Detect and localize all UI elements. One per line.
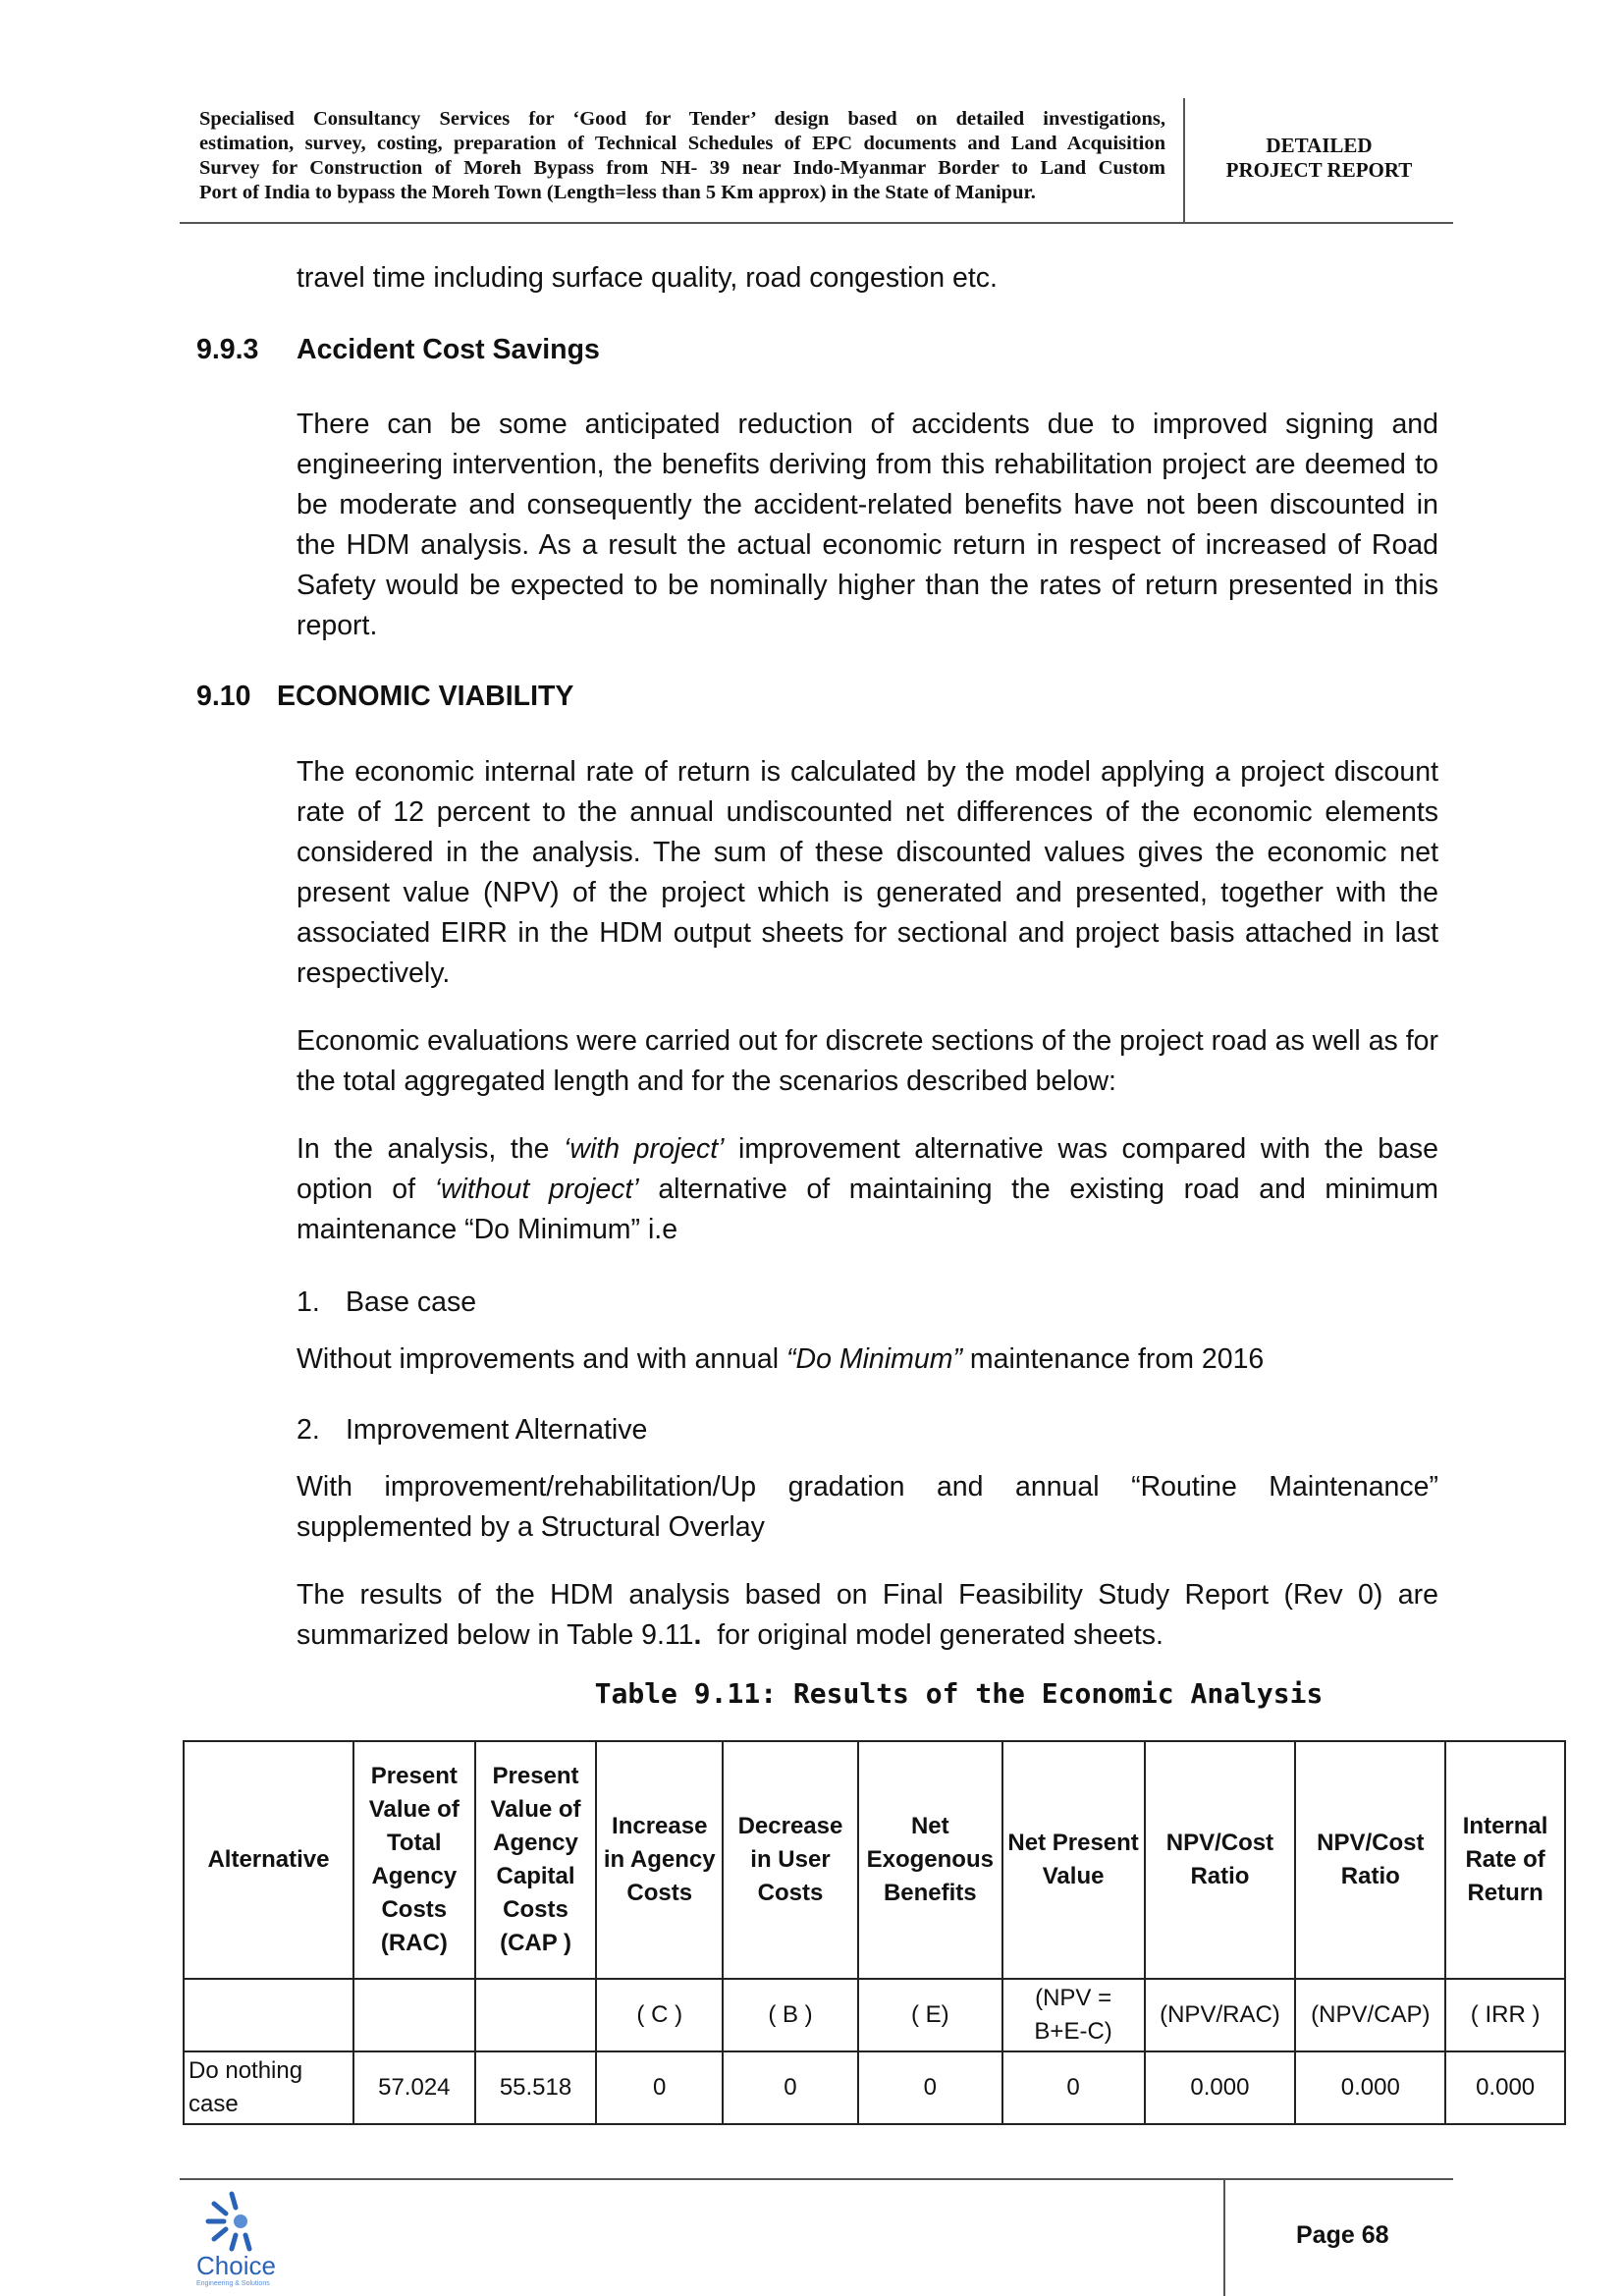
table-cell: 0.000 [1145,2051,1296,2124]
header-doc-type-line2: PROJECT REPORT [1225,158,1413,182]
results-paragraph [297,1575,1438,1656]
text-run: maintenance from 2016 [961,1343,1265,1375]
page-header [180,98,1453,224]
section-heading-910 [196,681,573,713]
section-heading-993 [196,334,600,366]
table-cell: 0 [596,2051,723,2124]
table-header-cell: NPV/Cost Ratio [1295,1741,1445,1979]
viability-paragraph-2: Economic evaluations were carried out for discrete sections of the project road as well as for the total aggregated length and for the scenarios described below: [297,1025,1438,1097]
logo-text: Choice [196,2251,276,2280]
list-label: Base case [346,1286,477,1318]
table-subheader-cell: (NPV/RAC) [1145,1979,1296,2051]
table-cell: Do nothing case [184,2051,353,2124]
list-label: Improvement Alternative [346,1414,648,1446]
table-row [184,2051,1565,2124]
table-cell: 57.024 [353,2051,475,2124]
table-header-cell: Present Value of Agency Capital Costs (CAP ) [475,1741,597,1979]
table-subheader-cell: ( C ) [596,1979,723,2051]
table-subheader-row [184,1979,1565,2051]
table-subheader-cell: ( B ) [723,1979,858,2051]
table-cell: 0 [858,2051,1002,2124]
improvement-description: With improvement/rehabilitation/Up gradation and annual “Routine Maintenance” supplemented by a Structural Overlay [297,1471,1438,1543]
table-caption [0,1677,1623,1710]
text-run: improvement alternative was compared with the base option of [297,1133,1438,1205]
table-cell: 0.000 [1445,2051,1565,2124]
section-title: ECONOMIC VIABILITY [277,681,574,712]
viability-paragraph-3 [297,1129,1438,1250]
text-run-italic: “Do Minimum” [786,1343,962,1375]
table-subheader-cell [184,1979,353,2051]
text-run: The results of the HDM analysis based on Final Feasibility Study Report (Rev 0) are summarized below in Table 9.11 [297,1579,1438,1651]
header-title-line: Port of India to bypass the Moreh Town (Length=less than 5 Km approx) in the State of Manipur. [199,182,1036,203]
header-title-line: Survey for Construction of Moreh Bypass from NH- 39 near Indo-Myanmar Border to Land Custom [199,157,1165,179]
section-number: 9.9.3 [196,334,259,365]
base-case-description [297,1339,1438,1380]
header-project-title [180,98,1185,222]
logo-subtext: Engineering & Solutions [196,2280,270,2287]
table-cell: 0 [1002,2051,1145,2124]
text-run: Without improvements and with annual [297,1343,787,1375]
table-subheader-cell: (NPV = B+E-C) [1002,1979,1145,2051]
header-doc-type [1185,98,1453,222]
viability-paragraph-1: The economic internal rate of return is calculated by the model applying a project discount rate of 12 percent to the annual undiscounted net differences of the economic elements considered in the analysis. The sum of these discounted values gives the economic net present value (NPV) of the project which is generated and presented, together with the associated EIRR in the HDM output sheets for sectional and project basis attached in last respectively. [297,756,1438,989]
list-number: 1. [297,1286,320,1318]
continued-paragraph: travel time including surface quality, road congestion etc. [297,262,998,294]
text-run-italic: ‘with project’ [564,1133,725,1165]
footer-vertical-divider [1223,2178,1225,2296]
header-title-line: estimation, survey, costing, preparation of Technical Schedules of EPC documents and Land Acquisition [199,133,1165,154]
table-header-cell: Net Present Value [1002,1741,1145,1979]
footer-divider [180,2178,1453,2180]
text-run-bold: . [693,1619,702,1651]
text-run: for original model generated sheets. [701,1619,1163,1651]
list-item-improvement [297,1414,647,1447]
header-doc-type-line1: DETAILED [1266,134,1373,157]
table-header-cell: Present Value of Total Agency Costs (RAC) [353,1741,475,1979]
table-header-cell: Net Exogenous Benefits [858,1741,1002,1979]
table-header-cell: Alternative [184,1741,353,1979]
table-caption-text: Table 9.11: Results of the Economic Analysis [594,1677,1324,1710]
accident-paragraph: There can be some anticipated reduction of accidents due to improved signing and engineering intervention, the benefits deriving from this rehabilitation project are deemed to be moderate and consequently the accident-related benefits have not been discounted in the HDM analysis. As a result the actual economic return in respect of increased of Road Safety would be expected to be nominally higher than the rates of return presented in this report. [297,409,1438,641]
list-item-base-case [297,1286,476,1319]
table-header-row [184,1741,1565,1979]
table-subheader-cell: (NPV/CAP) [1295,1979,1445,2051]
table-subheader-cell [475,1979,597,2051]
section-title: Accident Cost Savings [297,334,600,365]
list-number: 2. [297,1414,320,1446]
text-run: alternative of maintaining the existing road and minimum maintenance “Do Minimum” i.e [297,1174,1438,1245]
table-header-cell: Decrease in User Costs [723,1741,858,1979]
table-subheader-cell: ( IRR ) [1445,1979,1565,2051]
table-subheader-cell: ( E) [858,1979,1002,2051]
table-cell: 55.518 [475,2051,597,2124]
section-number: 9.10 [196,681,251,712]
text-run: In the analysis, the [297,1133,565,1165]
page-number: Page 68 [1296,2221,1389,2249]
table-cell: 0.000 [1295,2051,1445,2124]
header-title-line: Specialised Consultancy Services for ‘Good for Tender’ design based on detailed investigations, [199,108,1165,130]
table-header-cell: Internal Rate of Return [1445,1741,1565,1979]
table-cell: 0 [723,2051,858,2124]
table-subheader-cell [353,1979,475,2051]
table-header-cell: Increase in Agency Costs [596,1741,723,1979]
table-header-cell: NPV/Cost Ratio [1145,1741,1296,1979]
text-run-italic: ‘without project’ [434,1174,639,1205]
economic-results-table [183,1740,1566,2125]
